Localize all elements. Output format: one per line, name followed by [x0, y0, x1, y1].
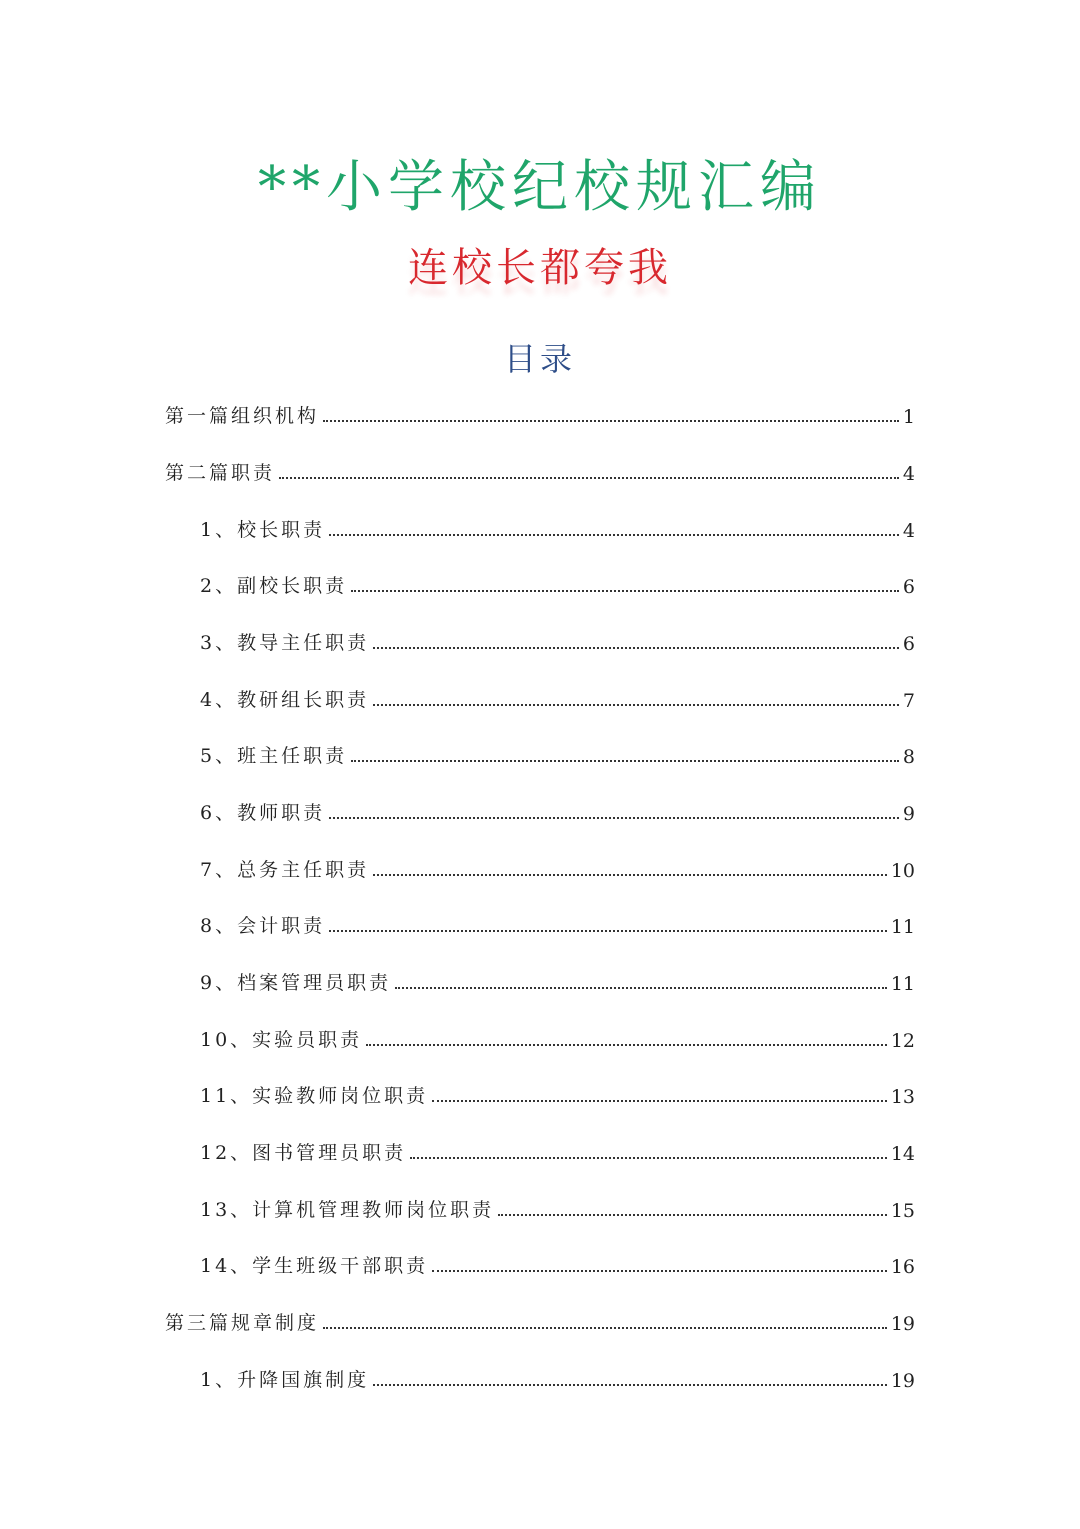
toc-leader-dots — [373, 704, 899, 706]
toc-entry[interactable] — [200, 615, 915, 655]
toc-entry-label: 11、实验教师岗位职责 — [200, 1085, 429, 1107]
toc-entry[interactable] — [200, 672, 915, 712]
toc-entry-label: 8、会计职责 — [200, 915, 326, 937]
toc-entry-label: 5、班主任职责 — [200, 745, 348, 767]
toc-entry[interactable] — [200, 898, 915, 938]
toc-leader-dots — [373, 647, 899, 649]
toc-entry[interactable] — [165, 388, 915, 428]
toc-entry[interactable] — [200, 1068, 915, 1108]
toc-entry[interactable] — [200, 1238, 915, 1278]
toc-entry-page: 10 — [890, 860, 915, 882]
toc-leader-dots — [432, 1270, 887, 1272]
toc-entry-page: 8 — [902, 746, 915, 768]
toc-leader-dots — [373, 874, 887, 876]
toc-entry-page: 16 — [890, 1256, 915, 1278]
toc-entry-page: 6 — [902, 576, 915, 598]
toc-entry[interactable] — [200, 558, 915, 598]
toc-entry-label: 13、计算机管理教师岗位职责 — [200, 1199, 495, 1221]
toc-entry[interactable] — [200, 1182, 915, 1222]
toc-leader-dots — [323, 1327, 887, 1329]
toc-entry-label: 1、升降国旗制度 — [200, 1369, 370, 1391]
toc-entry-label: 2、副校长职责 — [200, 575, 348, 597]
toc-entry-page: 19 — [890, 1313, 915, 1335]
toc-entry-page: 1 — [902, 406, 915, 428]
document-subtitle: 连校长都夸我 — [408, 245, 672, 291]
toc-leader-dots — [323, 420, 899, 422]
toc-entry-label: 9、档案管理员职责 — [200, 972, 392, 994]
toc-entry[interactable] — [200, 842, 915, 882]
toc-entry-page: 11 — [890, 973, 915, 995]
toc-entry-page: 14 — [890, 1143, 915, 1165]
toc-entry-label: 10、实验员职责 — [200, 1029, 363, 1051]
toc-entry[interactable] — [165, 445, 915, 485]
toc-leader-dots — [351, 760, 899, 762]
toc-leader-dots — [395, 987, 887, 989]
toc-entry[interactable] — [200, 785, 915, 825]
toc-entry-label: 第二篇职责 — [165, 462, 276, 484]
toc-entry[interactable] — [200, 728, 915, 768]
toc-entry-page: 7 — [902, 690, 915, 712]
toc-entry[interactable] — [200, 1012, 915, 1052]
toc-leader-dots — [329, 930, 887, 932]
toc-entry[interactable] — [200, 1125, 915, 1165]
toc-entry-page: 4 — [902, 520, 915, 542]
toc-entry-page: 11 — [890, 916, 915, 938]
toc-leader-dots — [410, 1157, 887, 1159]
toc-leader-dots — [366, 1044, 887, 1046]
toc-leader-dots — [329, 817, 899, 819]
toc-leader-dots — [498, 1214, 887, 1216]
toc-entry-label: 第三篇规章制度 — [165, 1312, 320, 1334]
toc-entry[interactable] — [200, 1352, 915, 1392]
toc-entry-page: 15 — [890, 1200, 915, 1222]
toc-entry-page: 19 — [890, 1370, 915, 1392]
toc-entry-label: 14、学生班级干部职责 — [200, 1255, 429, 1277]
toc-heading: 目录 — [503, 340, 576, 378]
toc-entry-label: 1、校长职责 — [200, 519, 326, 541]
toc-entry-label: 第一篇组织机构 — [165, 405, 320, 427]
toc-entry-page: 13 — [890, 1086, 915, 1108]
toc-entry-page: 9 — [902, 803, 915, 825]
toc-entry-label: 6、教师职责 — [200, 802, 326, 824]
toc-entry-label: 4、教研组长职责 — [200, 689, 370, 711]
toc-leader-dots — [351, 590, 899, 592]
toc-entry[interactable] — [200, 955, 915, 995]
toc-leader-dots — [432, 1100, 887, 1102]
toc-entry-page: 12 — [890, 1030, 915, 1052]
toc-entry[interactable] — [165, 1295, 915, 1335]
toc-entry-page: 6 — [902, 633, 915, 655]
document-title: **小学校纪校规汇编 — [258, 155, 822, 220]
toc-entry-page: 4 — [902, 463, 915, 485]
toc-entry-label: 3、教导主任职责 — [200, 632, 370, 654]
toc-entry[interactable] — [200, 502, 915, 542]
toc-leader-dots — [373, 1384, 887, 1386]
toc-entry-label: 12、图书管理员职责 — [200, 1142, 407, 1164]
toc-entry-label: 7、总务主任职责 — [200, 859, 370, 881]
toc-leader-dots — [329, 534, 899, 536]
toc-leader-dots — [279, 477, 899, 479]
